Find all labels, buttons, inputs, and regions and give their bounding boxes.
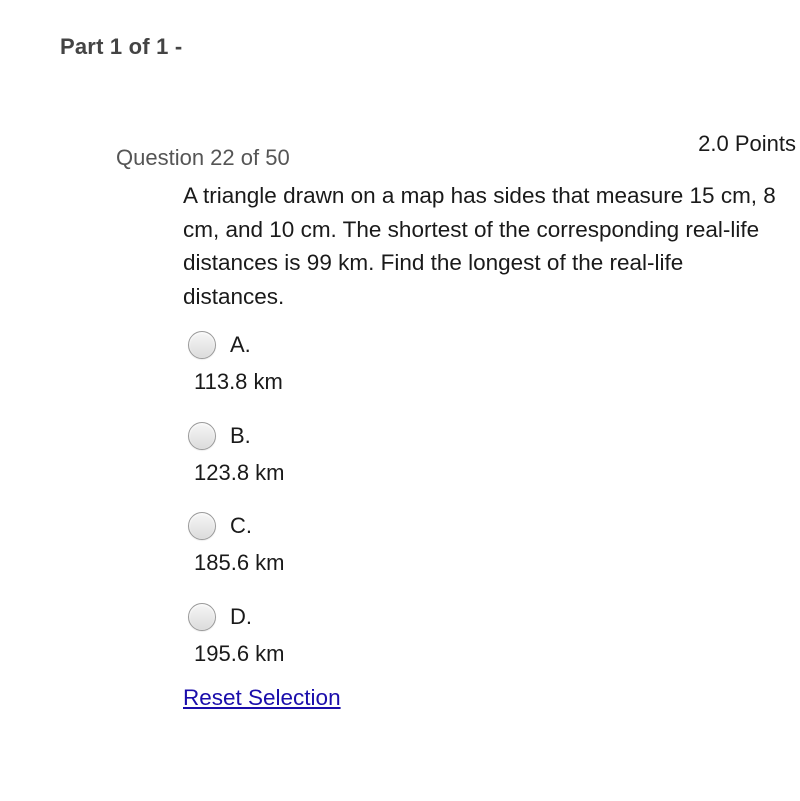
option-d-radio[interactable] bbox=[188, 603, 216, 631]
option-a-value: 113.8 km bbox=[194, 369, 283, 394]
option-a[interactable] bbox=[188, 329, 283, 394]
option-b[interactable] bbox=[188, 420, 285, 485]
option-a-row[interactable] bbox=[188, 329, 251, 361]
question-text: A triangle drawn on a map has sides that measure 15 cm, 8 cm, and 10 cm. The shortest of the corresponding real-life distances is 99 km. Find the longest of the real-life distances. bbox=[183, 183, 776, 309]
option-c-letter: C. bbox=[230, 513, 252, 538]
option-d[interactable] bbox=[188, 601, 285, 666]
option-c-value: 185.6 km bbox=[194, 550, 285, 575]
option-a-radio[interactable] bbox=[188, 331, 216, 359]
question-number: Question 22 of 50 bbox=[116, 145, 290, 170]
option-a-letter: A. bbox=[230, 332, 251, 357]
option-b-letter: B. bbox=[230, 423, 251, 448]
option-c[interactable] bbox=[188, 510, 285, 575]
option-d-letter: D. bbox=[230, 604, 252, 629]
reset-selection-link[interactable]: Reset Selection bbox=[183, 685, 341, 710]
option-b-radio[interactable] bbox=[188, 422, 216, 450]
option-b-row[interactable] bbox=[188, 420, 251, 452]
option-d-row[interactable] bbox=[188, 601, 252, 633]
points-label: 2.0 Points bbox=[698, 131, 796, 156]
option-c-row[interactable] bbox=[188, 510, 252, 542]
option-b-value: 123.8 km bbox=[194, 460, 285, 485]
option-d-value: 195.6 km bbox=[194, 641, 285, 666]
part-title: Part 1 of 1 - bbox=[60, 34, 183, 59]
option-c-radio[interactable] bbox=[188, 512, 216, 540]
